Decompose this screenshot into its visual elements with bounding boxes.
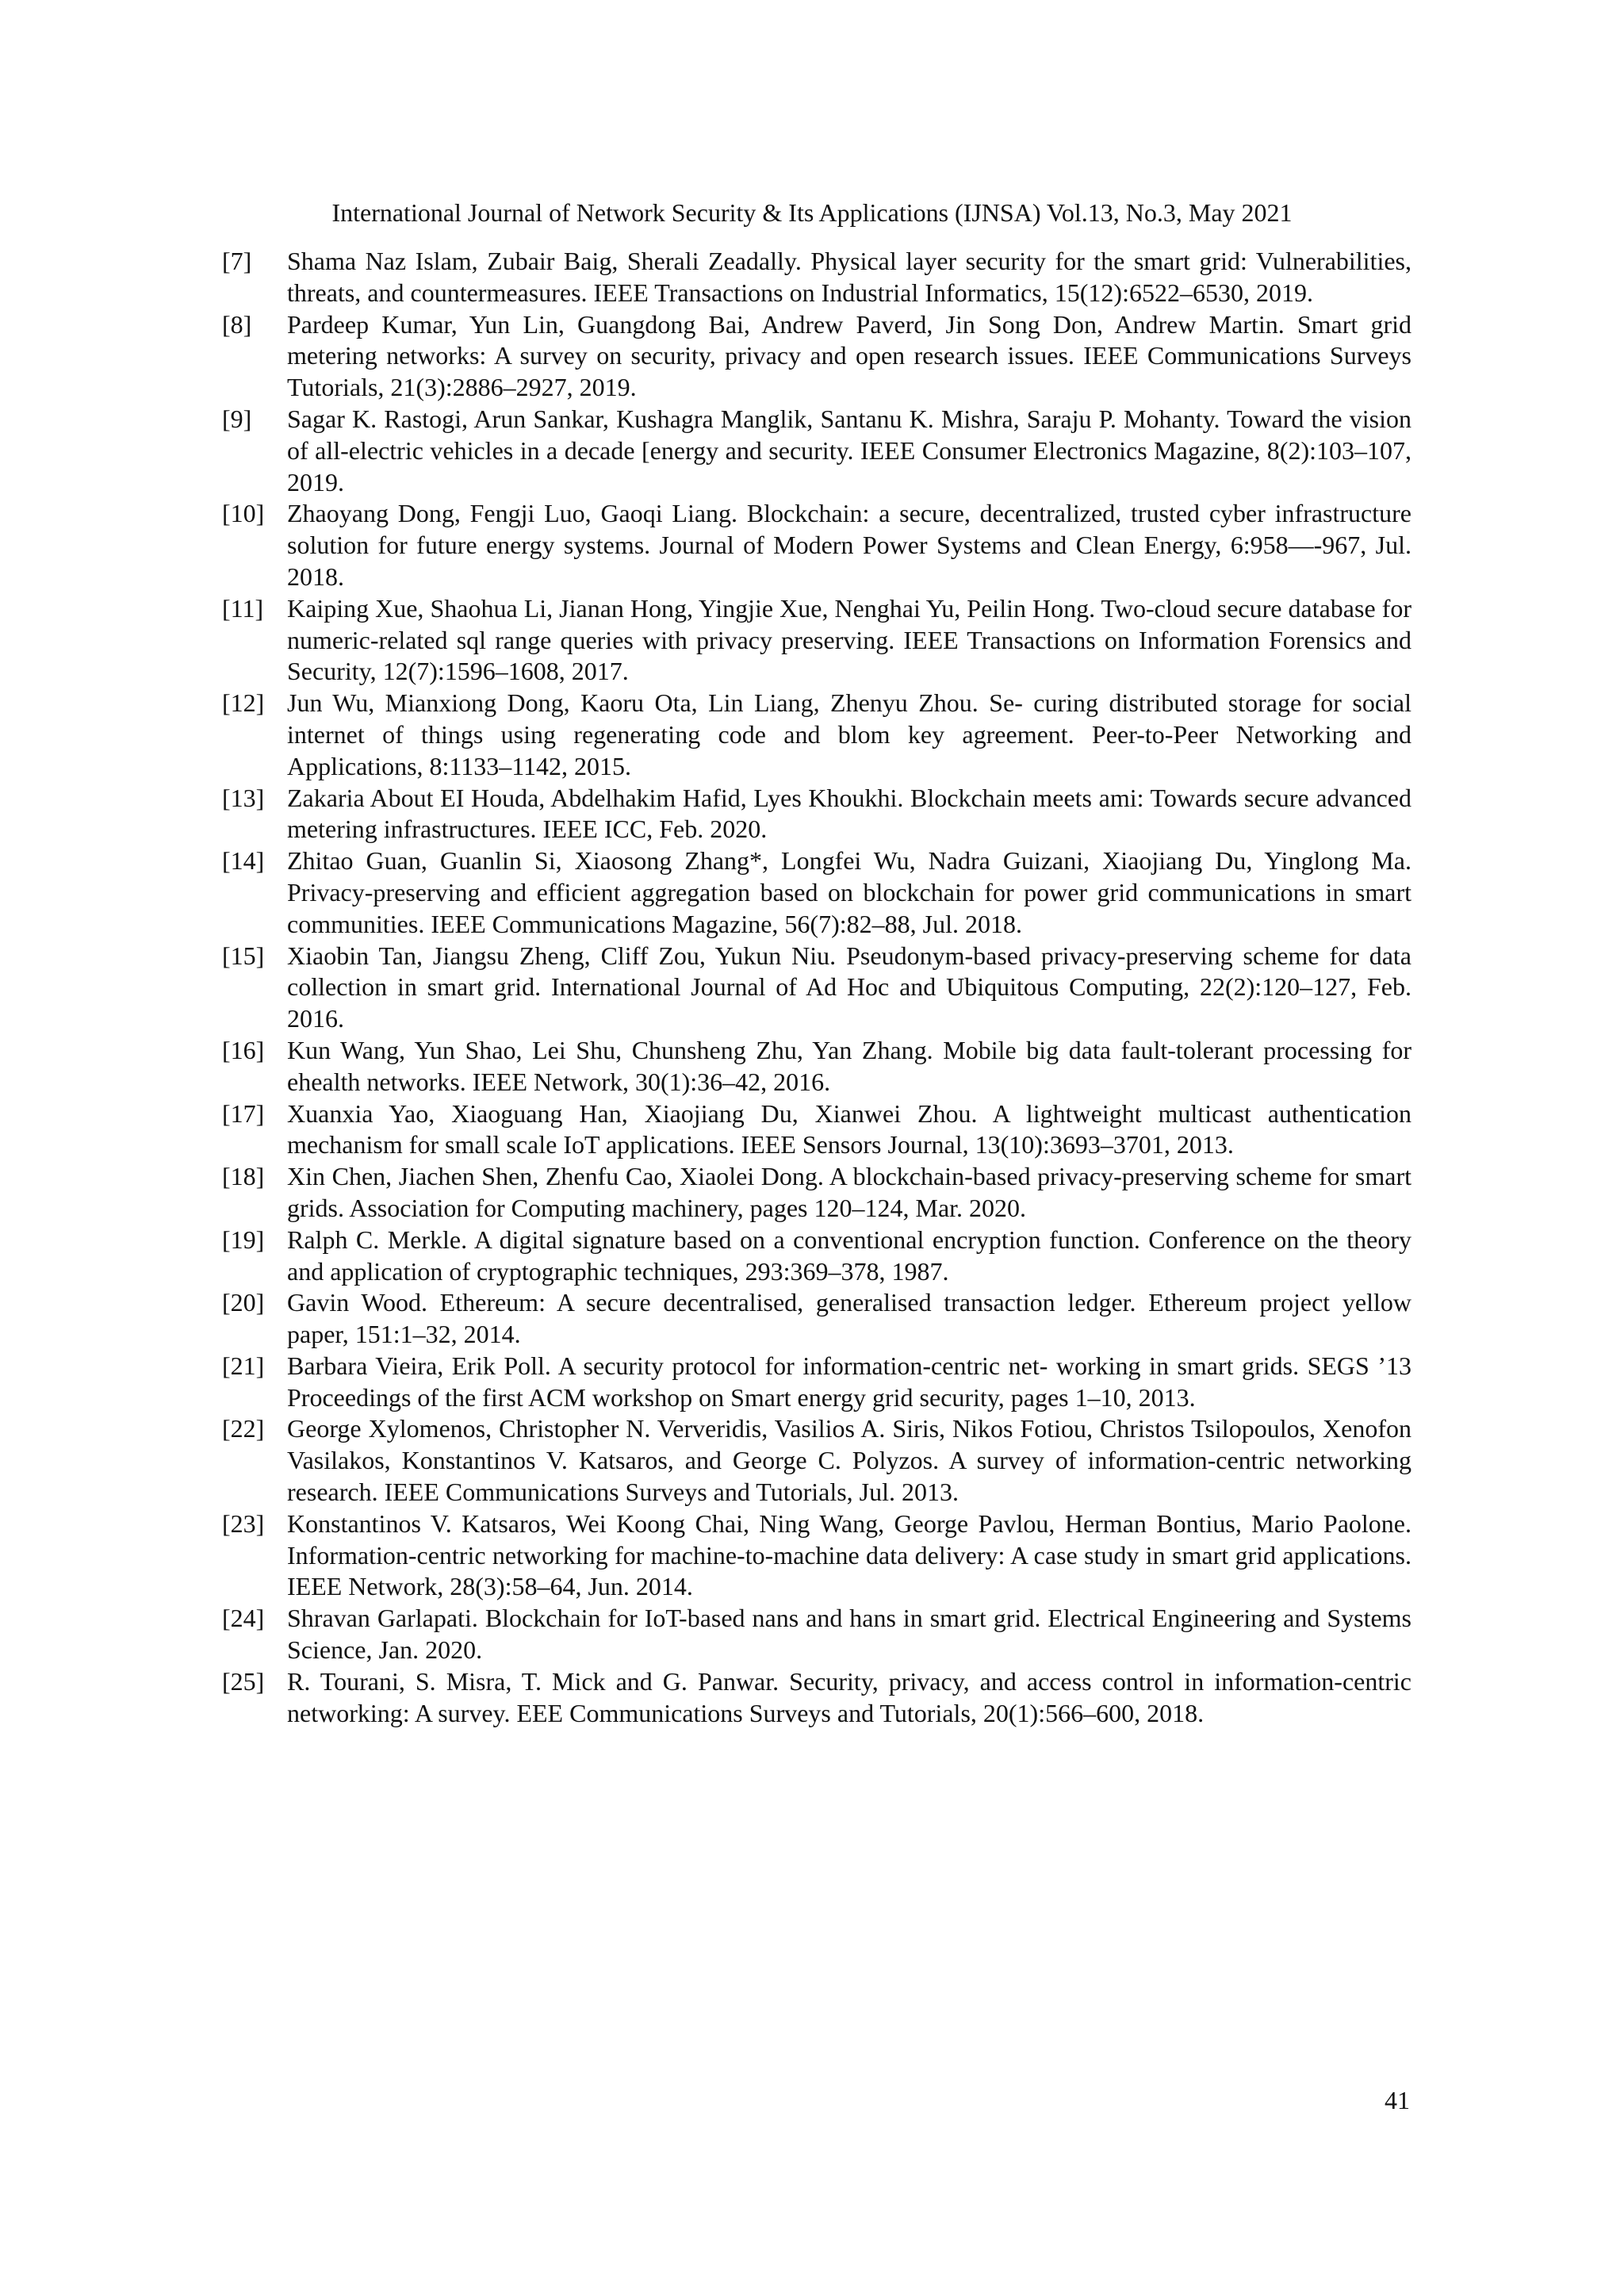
reference-number: [13] xyxy=(222,783,265,812)
reference-number: [14] xyxy=(222,846,265,876)
reference-text: Konstantinos V. Katsaros, Wei Koong Chai, Ning Wang, George Pavlou, Herman Bontius, Mario Paolone. Information-centric networking for machine-to-machine data delivery: A case study in smart grid applications. IEEE Network, 28(3):58–64, Jun. 2014. xyxy=(287,1508,1411,1601)
page-number: 41 xyxy=(1385,2086,1410,2114)
reference-text: Xuanxia Yao, Xiaoguang Han, Xiaojiang Du, Xianwei Zhou. A lightweight multicast authentication mechanism for small scale IoT applications. IEEE Sensors Journal, 13(10):3693–3701, 2013. xyxy=(287,1098,1411,1159)
reference-item xyxy=(222,1161,1411,1225)
reference-number: [19] xyxy=(222,1225,265,1254)
reference-number: [7] xyxy=(222,247,252,275)
reference-number: [20] xyxy=(222,1288,265,1317)
reference-text: Kun Wang, Yun Shao, Lei Shu, Chunsheng Zhu, Yan Zhang. Mobile big data fault-tolerant processing for ehealth networks. IEEE Network, 30(1):36–42, 2016. xyxy=(287,1035,1411,1096)
reference-number: [23] xyxy=(222,1508,265,1538)
reference-text: Zhaoyang Dong, Fengji Luo, Gaoqi Liang. Blockchain: a secure, decentralized, trusted cyber infrastructure solution for future energy systems. Journal of Modern Power Systems and Clean Energy, 6:958—-967, Jul. 2018. xyxy=(287,499,1411,591)
reference-text: Sagar K. Rastogi, Arun Sankar, Kushagra Manglik, Santanu K. Mishra, Saraju P. Mohanty. Toward the vision of all-electric vehicles in a decade [energy and security. IEEE Consumer Electronics Magazine, 8(2):103–107, 2019. xyxy=(287,404,1411,496)
reference-list xyxy=(222,246,1411,1729)
reference-item xyxy=(222,783,1411,846)
reference-item xyxy=(222,688,1411,782)
reference-item xyxy=(222,246,1411,309)
reference-text: Barbara Vieira, Erik Poll. A security protocol for information-centric net- working in smart grids. SEGS ’13 Proceedings of the first ACM workshop on Smart energy grid security, pages 1–10, 2013. xyxy=(287,1351,1411,1412)
reference-item xyxy=(222,845,1411,940)
reference-item xyxy=(222,404,1411,498)
reference-text: R. Tourani, S. Misra, T. Mick and G. Panwar. Security, privacy, and access control in information-centric networking: A survey. EEE Communications Surveys and Tutorials, 20(1):566–600, 2018. xyxy=(287,1666,1411,1727)
reference-number: [18] xyxy=(222,1162,265,1191)
reference-number: [25] xyxy=(222,1666,265,1696)
reference-number: [11] xyxy=(222,593,264,623)
reference-text: Kaiping Xue, Shaohua Li, Jianan Hong, Yingjie Xue, Nenghai Yu, Peilin Hong. Two-cloud secure database for numeric-related sql range queries with privacy preserving. IEEE Transactions on Information Forensics and Security, 12(7):1596–1608, 2017. xyxy=(287,593,1411,686)
reference-item xyxy=(222,1666,1411,1730)
reference-item xyxy=(222,498,1411,592)
reference-text: Gavin Wood. Ethereum: A secure decentralised, generalised transaction ledger. Ethereum project yellow paper, 151:1–32, 2014. xyxy=(287,1288,1411,1349)
reference-item xyxy=(222,309,1411,404)
reference-item xyxy=(222,1035,1411,1098)
reference-item xyxy=(222,1225,1411,1288)
reference-text: Xiaobin Tan, Jiangsu Zheng, Cliff Zou, Yukun Niu. Pseudonym-based privacy-preserving scheme for data collection in smart grid. International Journal of Ad Hoc and Ubiquitous Computing, 22(2):120–127, Feb. 2016. xyxy=(287,941,1411,1033)
reference-number: [12] xyxy=(222,688,265,718)
reference-item xyxy=(222,1287,1411,1351)
reference-text: Shama Naz Islam, Zubair Baig, Sherali Zeadally. Physical layer security for the smart grid: Vulnerabilities, threats, and countermeasures. IEEE Transactions on Industrial Informatics, 15(12):6522–6530, 2019. xyxy=(287,247,1411,307)
reference-number: [9] xyxy=(222,404,252,433)
reference-item xyxy=(222,1508,1411,1603)
running-header: International Journal of Network Security & Its Applications (IJNSA) Vol.13, No.3, May 2021 xyxy=(331,198,1293,227)
reference-text: Xin Chen, Jiachen Shen, Zhenfu Cao, Xiaolei Dong. A blockchain-based privacy-preserving scheme for smart grids. Association for Computing machinery, pages 120–124, Mar. 2020. xyxy=(287,1162,1411,1222)
reference-text: Shravan Garlapati. Blockchain for IoT-based nans and hans in smart grid. Electrical Engineering and Systems Science, Jan. 2020. xyxy=(287,1604,1411,1665)
reference-item xyxy=(222,593,1411,688)
reference-number: [21] xyxy=(222,1351,265,1380)
reference-number: [16] xyxy=(222,1035,265,1064)
reference-number: [24] xyxy=(222,1604,265,1633)
reference-number: [22] xyxy=(222,1414,265,1443)
reference-item xyxy=(222,1603,1411,1666)
reference-item xyxy=(222,1098,1411,1162)
reference-number: [8] xyxy=(222,309,252,339)
reference-number: [10] xyxy=(222,499,265,528)
reference-text: Ralph C. Merkle. A digital signature based on a conventional encryption function. Conference on the theory and application of cryptographic techniques, 293:369–378, 1987. xyxy=(287,1225,1411,1286)
reference-text: Jun Wu, Mianxiong Dong, Kaoru Ota, Lin Liang, Zhenyu Zhou. Se- curing distributed storage for social internet of things using regenerating code and blom key agreement. Peer-to-Peer Networking and Applications, 8:1133–1142, 2015. xyxy=(287,688,1411,780)
reference-text: Zhitao Guan, Guanlin Si, Xiaosong Zhang*, Longfei Wu, Nadra Guizani, Xiaojiang Du, Yinglong Ma. Privacy-preserving and efficient aggregation based on blockchain for power grid communications in smart communities. IEEE Communications Magazine, 56(7):82–88, Jul. 2018. xyxy=(287,846,1411,938)
reference-text: George Xylomenos, Christopher N. Ververidis, Vasilios A. Siris, Nikos Fotiou, Christos Tsilopoulos, Xenofon Vasilakos, Konstantinos V. Katsaros, and George C. Polyzos. A survey of information-centric networking research. IEEE Communications Surveys and Tutorials, Jul. 2013. xyxy=(287,1414,1411,1507)
reference-number: [17] xyxy=(222,1098,265,1128)
reference-text: Pardeep Kumar, Yun Lin, Guangdong Bai, Andrew Paverd, Jin Song Don, Andrew Martin. Smart grid metering networks: A survey on security, privacy and open research issues. IEEE Communications Surveys Tutorials, 21(3):2886–2927, 2019. xyxy=(287,309,1411,402)
reference-item xyxy=(222,1351,1411,1414)
reference-item xyxy=(222,1413,1411,1508)
reference-item xyxy=(222,941,1411,1035)
reference-number: [15] xyxy=(222,941,265,970)
reference-text: Zakaria About EI Houda, Abdelhakim Hafid, Lyes Khoukhi. Blockchain meets ami: Towards secure advanced metering infrastructures. IEEE ICC, Feb. 2020. xyxy=(287,783,1411,844)
